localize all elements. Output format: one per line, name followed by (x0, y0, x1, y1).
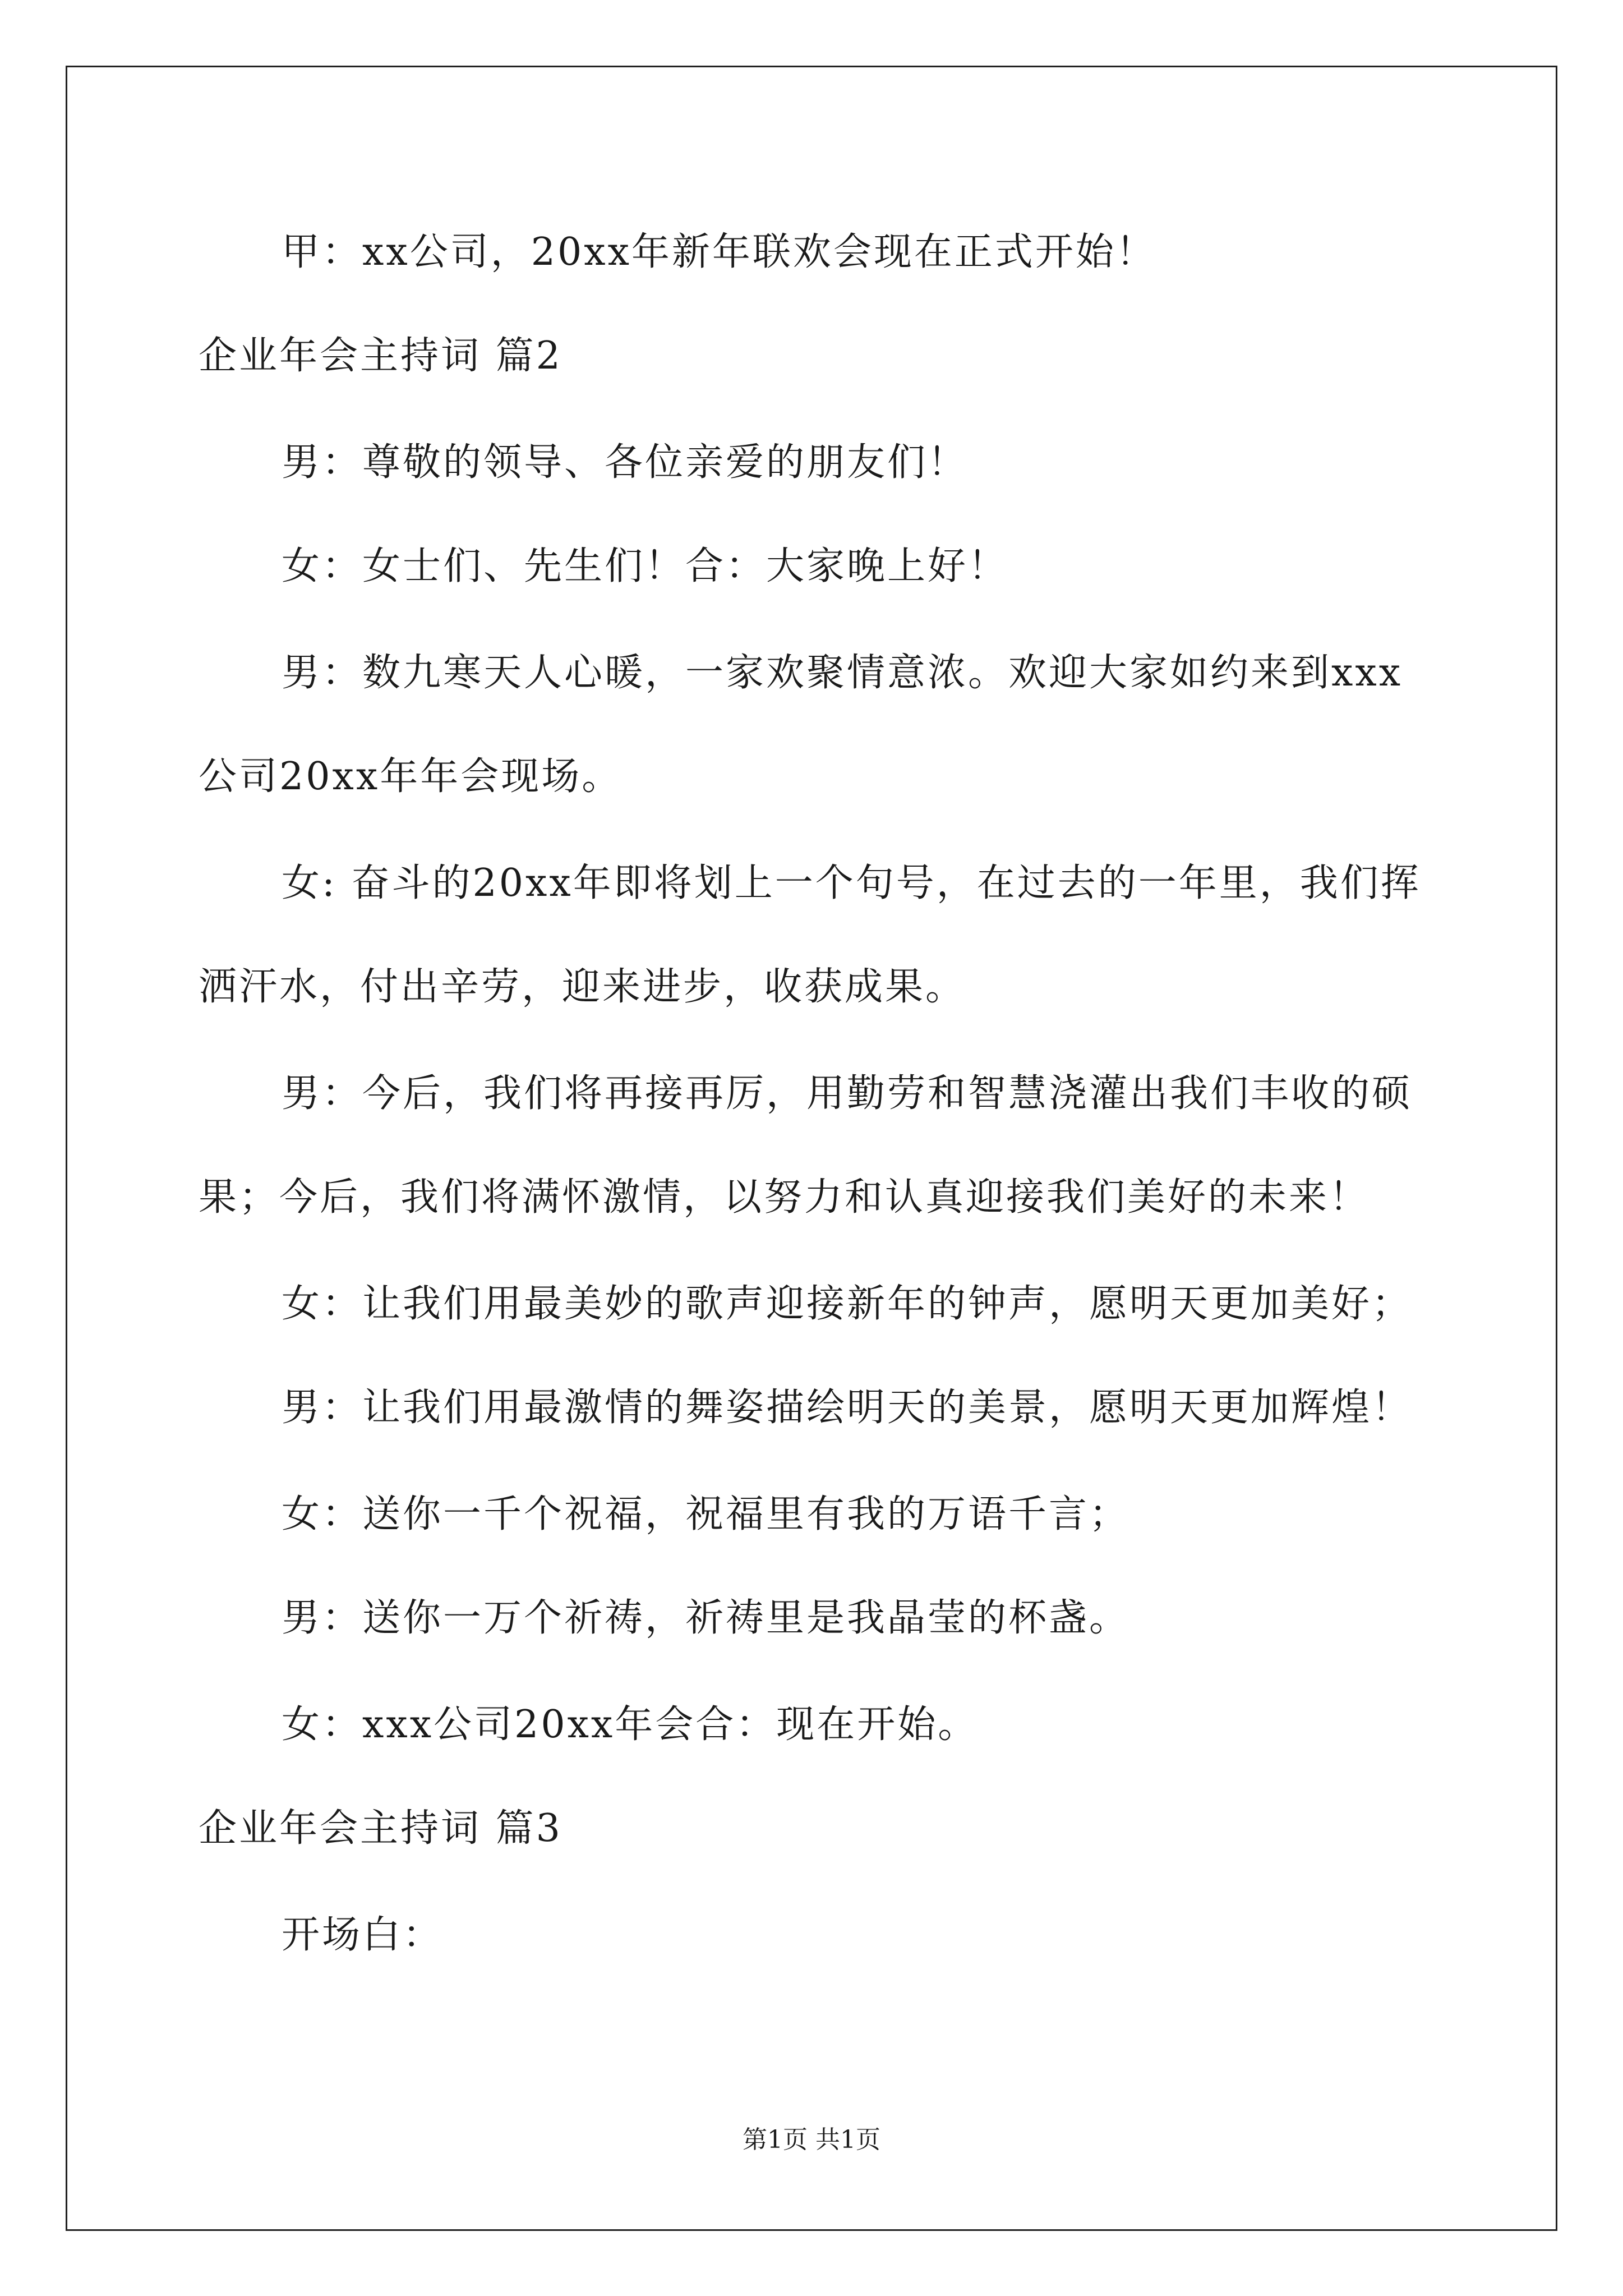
paragraph-line: 女：送你一千个祝福，祝福里有我的万语千言； (282, 1492, 1130, 1536)
paragraph-line: 女：让我们用最美妙的歌声迎接新年的钟声，愿明天更加美好； (282, 1282, 1413, 1326)
paragraph-line: 女：xxx公司20xx年会合：现在开始。 (282, 1703, 979, 1747)
section-heading: 企业年会主持词 篇3 (199, 1806, 562, 1851)
page-border (66, 66, 1557, 2231)
paragraph-line: 洒汗水，付出辛劳，迎来进步，收获成果。 (199, 965, 966, 1009)
paragraph-line: 女：女士们、先生们！合：大家晚上好！ (282, 544, 1009, 588)
page-footer: 第1页 共1页 (743, 2125, 880, 2154)
section-heading: 企业年会主持词 篇2 (199, 334, 562, 378)
paragraph-line: 公司20xx年年会现场。 (199, 754, 623, 799)
paragraph-line: 开场白： (282, 1913, 444, 1957)
paragraph-line: 果；今后，我们将满怀激情，以努力和认真迎接我们美好的未来！ (199, 1175, 1370, 1220)
paragraph-line: 男：让我们用最激情的舞姿描绘明天的美景，愿明天更加辉煌！ (282, 1386, 1413, 1430)
paragraph-line: 甲：xx公司，20xx年新年联欢会现在正式开始！ (282, 230, 1156, 274)
paragraph-line: 男：送你一万个祈祷，祈祷里是我晶莹的杯盏。 (282, 1596, 1130, 1640)
paragraph-line: 男：今后，我们将再接再厉，用勤劳和智慧浇灌出我们丰收的硕 (282, 1071, 1413, 1116)
paragraph-line: 男：尊敬的领导、各位亲爱的朋友们！ (282, 440, 969, 485)
paragraph-line: 女: 奋斗的20xx年即将划上一个句号，在过去的一年里，我们挥 (282, 861, 1421, 905)
paragraph-line: 男：数九寒天人心暖，一家欢聚情意浓。欢迎大家如约来到xxx (282, 651, 1403, 695)
